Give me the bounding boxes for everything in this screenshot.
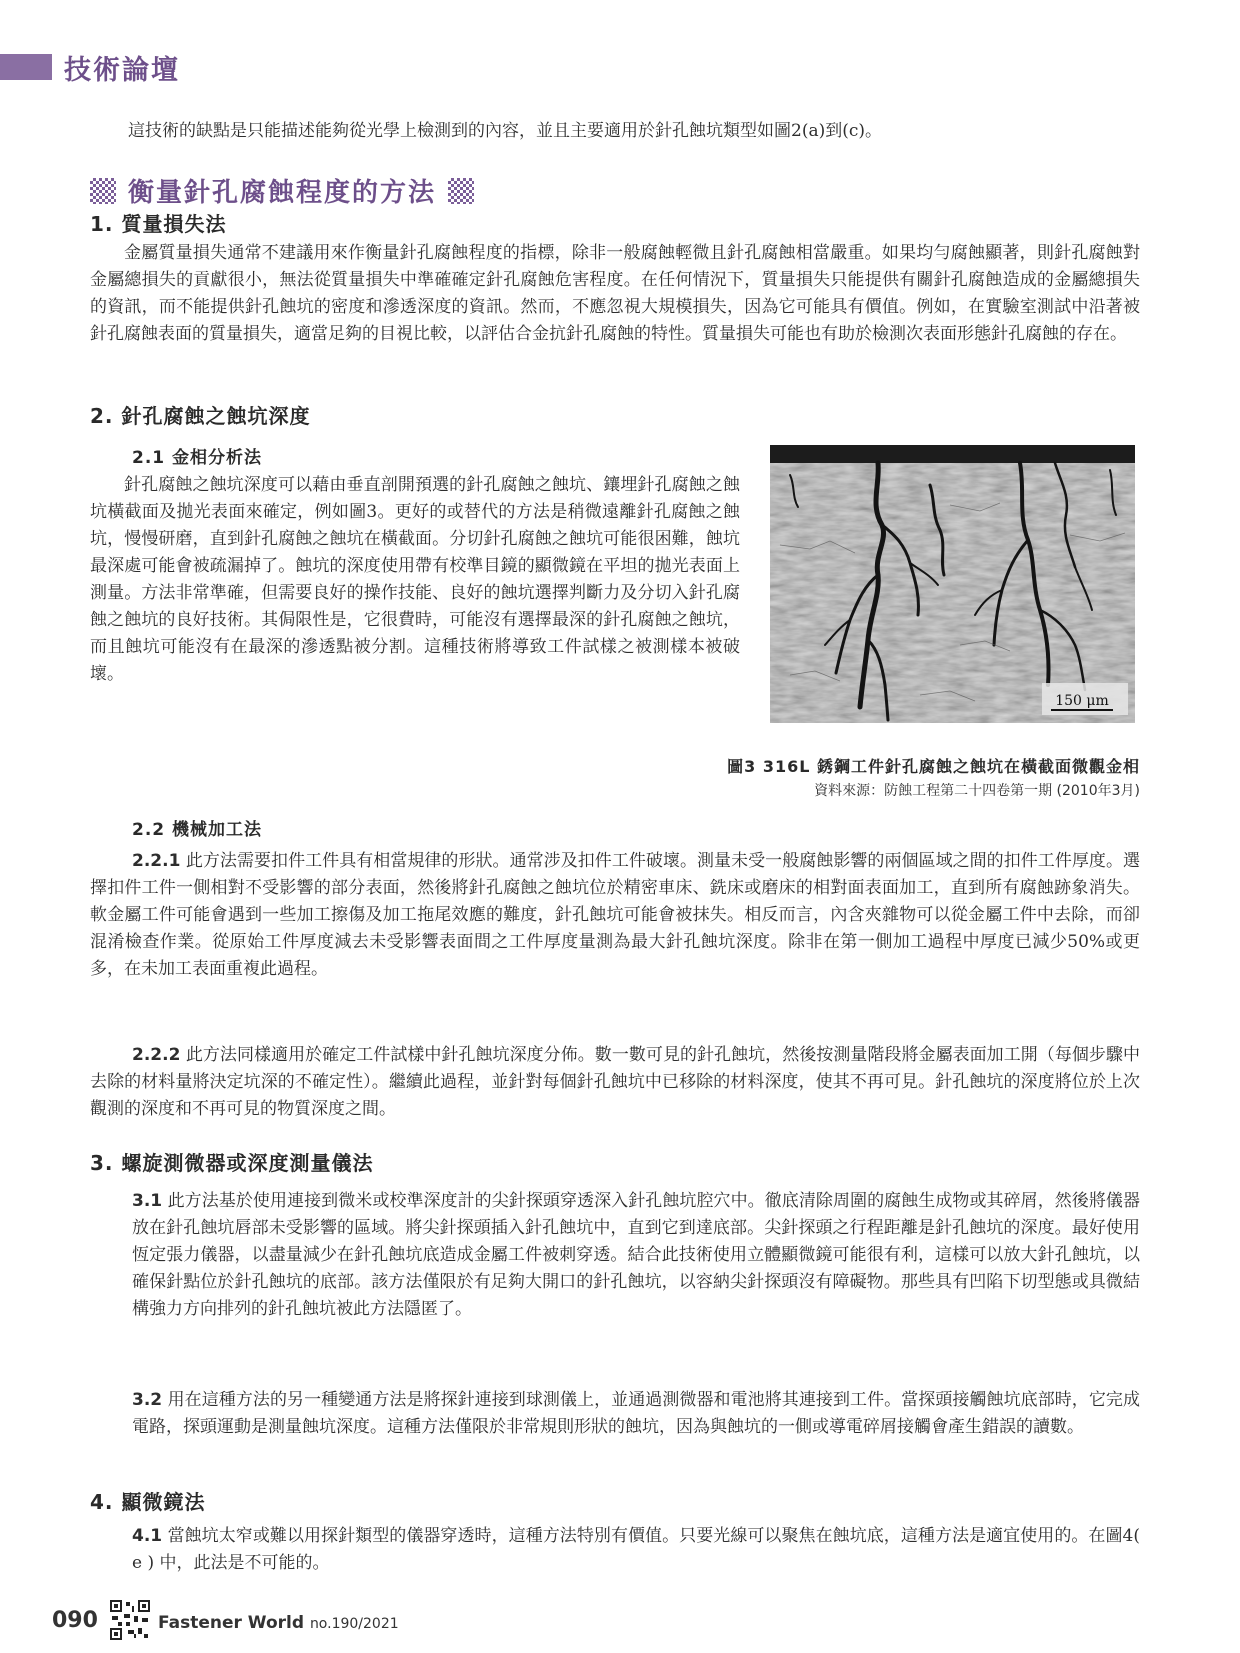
scale-bar-label: 150 μm	[1055, 693, 1109, 709]
page-number: 090	[52, 1608, 98, 1633]
intro-paragraph: 這技術的缺點是只能描述能夠從光學上檢測到的內容，並且主要適用於針孔蝕坑類型如圖2(a)到(c)。	[128, 121, 882, 141]
paragraph-number: 3.1	[132, 1191, 163, 1211]
heading-pit-depth: 2. 針孔腐蝕之蝕坑深度	[90, 404, 311, 428]
paragraph-text: 用在這種方法的另一種變通方法是將探針連接到球測儀上，並通過測微器和電池將其連接到工件。當探頭接觸蝕坑底部時，它完成電路，探頭運動是測量蝕坑深度。這種方法僅限於非常規則形狀的蝕坑，因為與蝕坑的一側或導電碎屑接觸會產生錯誤的讀數。	[132, 1390, 1140, 1437]
paragraph-text: 當蝕坑太窄或難以用探針類型的儀器穿透時，這種方法特別有價值。只要光線可以聚焦在蝕坑底，這種方法是適宜使用的。在圖4( e ) 中，此法是不可能的。	[132, 1526, 1140, 1573]
heading-microscope: 4. 顯微鏡法	[90, 1490, 206, 1514]
paragraph-number: 3.2	[132, 1390, 163, 1410]
heading-machining: 2.2 機械加工法	[132, 820, 263, 840]
header-title: 技術論壇	[64, 55, 180, 86]
body-mass-loss: 金屬質量損失通常不建議用來作衡量針孔腐蝕程度的指標，除非一般腐蝕輕微且針孔腐蝕相當嚴重。如果均勻腐蝕顯著，則針孔腐蝕對金屬總損失的貢獻很小，無法從質量損失中準確確定針孔腐蝕危害程度。在任何情況下，質量損失只能提供有關針孔腐蝕造成的金屬總損失的資訊，而不能提供針孔蝕坑的密度和滲透深度的資訊。然而，不應忽視大規模損失，因為它可能具有價值。例如，在實驗室測試中沿著被針孔腐蝕表面的質量損失，適當足夠的目視比較，以評估合金抗針孔腐蝕的特性。質量損失可能也有助於檢測次表面形態針孔腐蝕的存在。	[90, 243, 1140, 344]
scale-bar	[1051, 693, 1113, 711]
checker-pattern-icon	[90, 178, 116, 204]
paragraph-text: 此方法基於使用連接到微米或校準深度計的尖針探頭穿透深入針孔蝕坑腔穴中。徹底清除周圍的腐蝕生成物或其碎屑，然後將儀器放在針孔蝕坑唇部未受影響的區域。將尖針探頭插入針孔蝕坑中，直到它到達底部。尖針探頭之行程距離是針孔蝕坑的深度。最好使用恆定張力儀器，以盡量減少在針孔蝕坑底造成金屬工件被刺穿透。結合此技術使用立體顯微鏡可能很有利，這樣可以放大針孔蝕坑，以確保針點位於針孔蝕坑的底部。該方法僅限於有足夠大開口的針孔蝕坑，以容納尖針探頭沒有障礙物。那些具有凹陷下切型態或具微結構強力方向排列的針孔蝕坑被此方法隱匿了。	[132, 1191, 1140, 1319]
micrograph-image	[770, 445, 1135, 723]
heading-metallographic: 2.1 金相分析法	[132, 448, 263, 468]
figure-source: 資料來源：防蝕工程第二十四卷第一期 (2010年3月)	[814, 783, 1140, 799]
section-heading	[90, 172, 474, 209]
magazine-name: Fastener World	[158, 1613, 305, 1633]
heading-micrometer: 3. 螺旋測微器或深度測量儀法	[90, 1151, 374, 1175]
body-metallographic: 針孔腐蝕之蝕坑深度可以藉由垂直剖開預選的針孔腐蝕之蝕坑、鑲埋針孔腐蝕之蝕坑橫截面及拋光表面來確定，例如圖3。更好的或替代的方法是稍微遠離針孔腐蝕之蝕坑，慢慢研磨，直到針孔腐蝕之蝕坑在橫截面。分切針孔腐蝕之蝕坑可能很困難，蝕坑最深處可能會被疏漏掉了。蝕坑的深度使用帶有校準目鏡的顯微鏡在平坦的拋光表面上測量。方法非常準確，但需要良好的操作技能、良好的蝕坑選擇判斷力及分切入針孔腐蝕之蝕坑的良好技術。其侷限性是，它很費時，可能沒有選擇最深的針孔腐蝕之蝕坑，而且蝕坑可能沒有在最深的滲透點被分割。這種技術將導致工件試樣之被測樣本被破壞。	[90, 475, 740, 684]
issue-number: no.190/2021	[309, 1616, 399, 1632]
qr-code-icon[interactable]	[110, 1600, 150, 1640]
paragraph-text: 此方法需要扣件工件具有相當規律的形狀。通常涉及扣件工件破壞。測量未受一般腐蝕影響的兩個區域之間的扣件工件厚度。選擇扣件工件一側相對不受影響的部分表面，然後將針孔腐蝕之蝕坑位於精密車床、銑床或磨床的相對面表面加工，直到所有腐蝕跡象消失。軟金屬工件可能會遇到一些加工擦傷及加工拖尾效應的難度，針孔蝕坑可能會被抹失。相反而言，內含夾雜物可以從金屬工件中去除，而卻混淆檢查作業。從原始工件厚度減去未受影響表面間之工件厚度量測為最大針孔蝕坑深度。除非在第一側加工過程中厚度已減少50%或更多，在未加工表面重複此過程。	[90, 851, 1140, 979]
footer-magazine	[158, 1613, 399, 1633]
checker-pattern-icon	[448, 178, 474, 204]
paragraph-number: 2.2.2	[132, 1045, 181, 1065]
body-micrometer-2	[132, 1387, 1140, 1441]
body-machining-1	[90, 848, 1140, 983]
section-title: 衡量針孔腐蝕程度的方法	[128, 178, 437, 208]
body-machining-2	[90, 1042, 1140, 1123]
scale-bar-line	[1051, 709, 1113, 711]
header-accent-bar	[0, 54, 52, 80]
body-microscope-1	[132, 1523, 1140, 1577]
paragraph-text: 此方法同樣適用於確定工件試樣中針孔蝕坑深度分佈。數一數可見的針孔蝕坑，然後按測量階段將金屬表面加工開（每個步驟中去除的材料量將決定坑深的不確定性）。繼續此過程，並針對每個針孔蝕坑中已移除的材料深度，使其不再可見。針孔蝕坑的深度將位於上次觀測的深度和不再可見的物質深度之間。	[90, 1045, 1140, 1119]
paragraph-number: 2.2.1	[132, 851, 181, 871]
paragraph-number: 4.1	[132, 1526, 163, 1546]
micrograph-figure	[770, 445, 1135, 723]
figure-caption: 圖3 316L 銹鋼工件針孔腐蝕之蝕坑在橫截面微觀金相	[727, 757, 1140, 776]
heading-mass-loss: 1. 質量損失法	[90, 212, 227, 236]
body-micrometer-1	[132, 1188, 1140, 1323]
